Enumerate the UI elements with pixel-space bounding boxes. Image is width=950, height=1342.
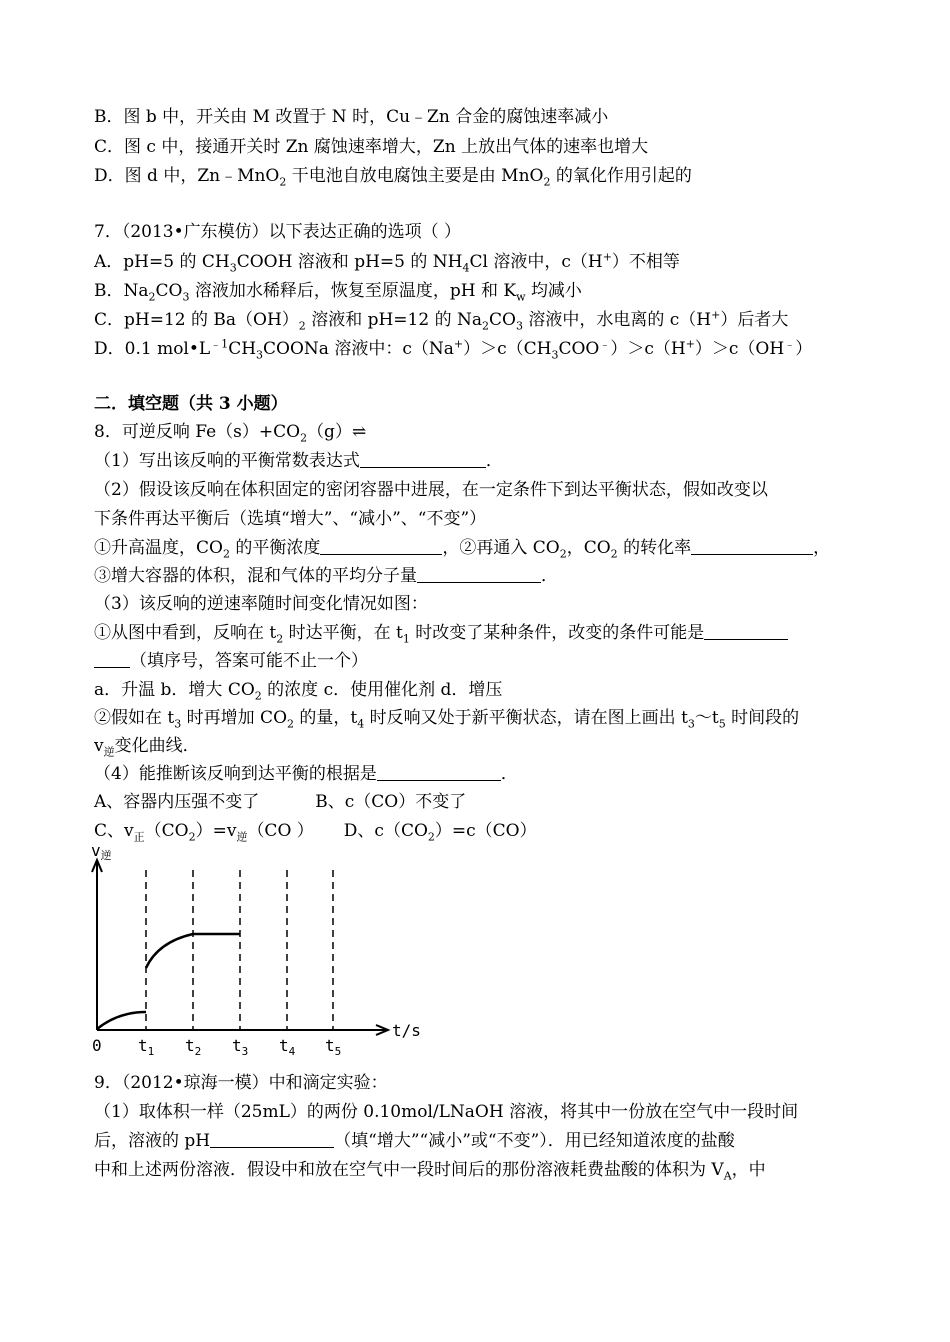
q8-part3-line3: ②假如在 $t_3$ 时再增加 $CO_2$ 的量，$t_4$ 时反响又处于新平衡状态，请在图上画出 $t_3\sim t_5$ 时间段的 — [94, 708, 800, 731]
answer-blank[interactable] — [360, 450, 486, 468]
q8-part4-options-ab: A、容器内压强不变了 B、c（CO）不变了 — [94, 792, 467, 812]
q8-part4-options-cd: C、$v_正(CO_2)=v_逆(CO$ ） D、$c(CO_2)=c(CO)$ — [94, 821, 537, 844]
q9-part1-line3: 中和上述两份溶液．假设中和放在空气中一段时间后的那份溶液耗费盐酸的体积为 $V_A$，中 — [94, 1160, 766, 1183]
q8-part3-line1: ①从图中看到，反响在 $t_2$ 时达平衡，在 $t_1$ 时改变了某种条件，改变的条件可能是 — [94, 622, 788, 644]
q7-option-d: D．0.1 $mol•L^{﹣1}CH_3COONa$ 溶液中：$c(Na^+)>c(CH_3COO^﹣)>c(H^+)>c(OH^﹣)$ — [94, 337, 813, 362]
q9-stem: 9．（2012•琼海一模）中和滴定实验： — [94, 1073, 388, 1093]
q8-part2-line4: ③增大容器的体积，混和气体的平均分子量 ． — [94, 566, 558, 586]
q7-option-b: B．$Na_2CO_3$ 溶液加水稀释后，恢复至原温度，pH 和 $K_w$ 均减小 — [94, 281, 582, 304]
q8-part3-line4: $v_逆$变化曲线． — [94, 736, 200, 759]
q8-part4: （4）能推断该反响到达平衡的根据是 ． — [94, 764, 518, 784]
tick-label-t2: $t_2$ — [185, 1036, 202, 1058]
answer-blank[interactable] — [377, 763, 501, 781]
answer-blank[interactable] — [210, 1130, 334, 1148]
answer-blank[interactable] — [417, 565, 541, 583]
rate-curve-after-t1 — [146, 934, 240, 968]
q6-option-b: B．图 b 中，开关由 M 改置于 N 时，Cu﹣Zn 合金的腐蚀速率减小 — [94, 107, 609, 127]
q8-part3: （3）该反响的逆速率随时间变化情况如图： — [94, 594, 428, 614]
q8-part3-line2: （填序号，答案可能不止一个） — [94, 650, 368, 672]
section-title: 二．填空题（共 3 小题） — [94, 394, 288, 414]
x-axis-label: t/s — [392, 1021, 421, 1040]
q6-option-c: C．图 c 中，接通开关时 Zn 腐蚀速率增大，Zn 上放出气体的速率也增大 — [94, 137, 649, 157]
q7-stem: 7．（2013•广东模仿）以下表达正确的选项（ ） — [94, 222, 462, 242]
answer-blank[interactable] — [691, 537, 813, 555]
answer-blank[interactable] — [94, 650, 130, 668]
q8-part2-line3: ①升高温度，$CO_2$ 的平衡浓度 ，②再通入 $CO_2$，$CO_2$ 的转化率 ， — [94, 538, 831, 561]
q8-part2-line2: 下条件再达平衡后（选填“增大”、“减小”、“不变”） — [94, 509, 487, 529]
q8-stem: 8．可逆反响 $Fe(s)+CO_2(g)\rightleftharpoons$ — [94, 422, 367, 445]
rate-curve-before-t1 — [97, 1012, 146, 1029]
q7-option-c: C．pH=12 的 $Ba(OH)_2$ 溶液和 pH=12 的 $Na_2CO_3$ 溶液中，水电离的 c（H+）后者大 — [94, 308, 789, 333]
q8-part2-line1: （2）假设该反响在体积固定的密闭容器中进展，在一定条件下到达平衡状态，假如改变以 — [94, 480, 768, 500]
tick-label-t4: $t_4$ — [279, 1036, 296, 1058]
q8-part1: （1）写出该反响的平衡常数表达式 ． — [94, 451, 503, 471]
q6-option-d: D．图 d 中，Zn﹣MnO$_2$ 干电池自放电腐蚀主要是由 MnO$_2$ 的氧化作用引起的 — [94, 166, 692, 189]
answer-blank[interactable] — [320, 537, 442, 555]
y-axis-label: v逆 — [91, 842, 112, 862]
q7-option-a: A．pH=5 的 $CH_3COOH$ 溶液和 pH=5 的 $NH_4Cl$ 溶液中，c（H+）不相等 — [94, 250, 680, 275]
answer-blank[interactable] — [704, 622, 788, 640]
q9-part1-line1: （1）取体积一样（25mL）的两份 0.10mol/LNaOH 溶液，将其中一份放在空气中一段时间 — [94, 1102, 799, 1122]
q8-part3-options: a．升温 b．增大 $CO_2$ 的浓度 c．使用催化剂 d．增压 — [94, 680, 503, 703]
tick-label-t5: $t_5$ — [325, 1036, 342, 1058]
q9-part1-line2: 后，溶液的 pH （填“增大”“减小”或“不变”）．用已经知道浓度的盐酸 — [94, 1131, 735, 1151]
tick-label-t1: $t_1$ — [138, 1036, 155, 1058]
tick-label-t3: $t_3$ — [232, 1036, 249, 1058]
rate-time-graph — [88, 842, 428, 1062]
origin-label: 0 — [92, 1036, 102, 1055]
